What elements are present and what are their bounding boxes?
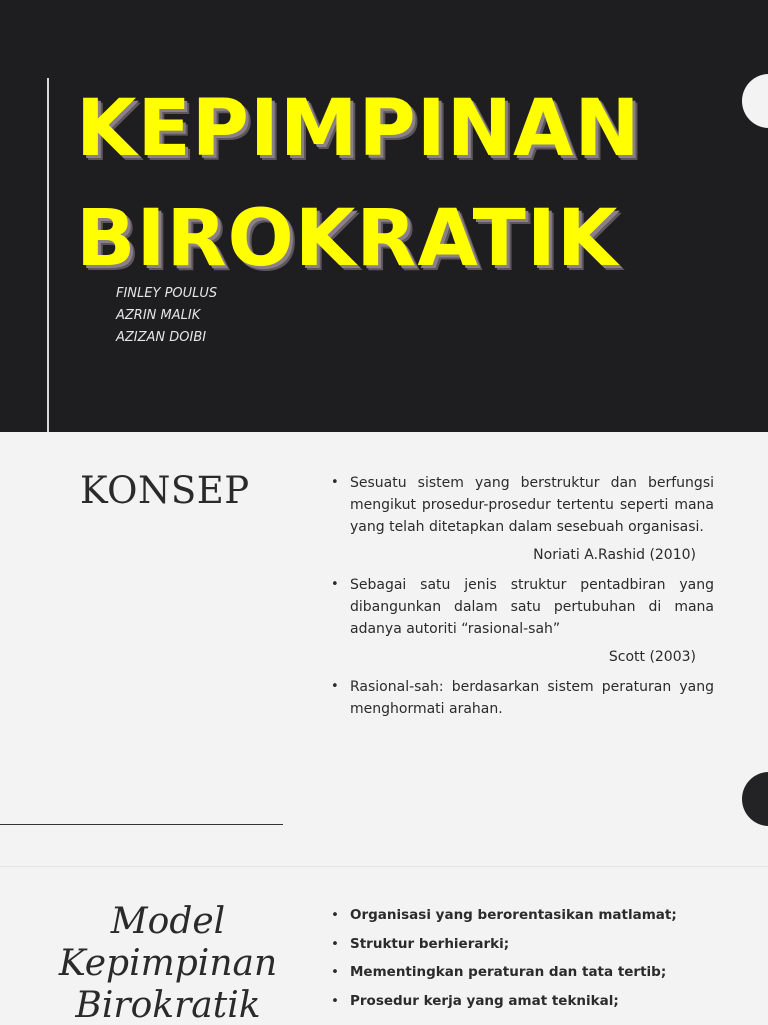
- bullet-text: Rasional-sah: berdasarkan sistem peraturan yang menghormati arahan.: [350, 679, 714, 717]
- title-line-2: BIROKRATIK: [76, 194, 619, 284]
- slide-title: [76, 74, 641, 294]
- bullet-item: [331, 574, 714, 668]
- model-heading-line: Birokratik: [75, 985, 261, 1025]
- decorative-circle: [742, 74, 768, 128]
- author-list: [116, 283, 217, 349]
- decorative-circle: [742, 772, 768, 826]
- bullet-item: [331, 676, 714, 720]
- model-heading: [0, 901, 336, 1025]
- vertical-divider-line: [47, 78, 49, 432]
- model-bullet-list: [331, 905, 731, 1019]
- konsep-heading: KONSEP: [80, 469, 250, 512]
- bullet-text: Sesuatu sistem yang berstruktur dan berfungsi mengikut prosedur-prosedur tertentu seperti mana yang telah ditetapkan dalam sesebuah organisasi.: [350, 475, 714, 535]
- bullet-item: • Mementingkan peraturan dan tata tertib;: [331, 962, 731, 982]
- bullet-item: • Organisasi yang berorentasikan matlamat;: [331, 905, 731, 925]
- author-name: AZRIN MALIK: [116, 308, 201, 323]
- title-line-1: KEPIMPINAN: [76, 84, 641, 174]
- model-heading-line: Kepimpinan: [58, 943, 278, 984]
- citation: Noriati A.Rashid (2010): [533, 547, 696, 563]
- konsep-bullet-list: [331, 472, 714, 728]
- bullet-item: • Prosedur kerja yang amat teknikal;: [331, 991, 731, 1011]
- author-name: AZIZAN DOIBI: [116, 330, 207, 345]
- title-slide: [0, 0, 768, 432]
- horizontal-divider-line: [0, 824, 283, 825]
- bullet-item: • Struktur berhierarki;: [331, 934, 731, 954]
- bullet-item: [331, 472, 714, 566]
- author-name: FINLEY POULUS: [116, 286, 218, 301]
- model-heading-line: Model: [110, 901, 226, 942]
- konsep-slide: [0, 432, 768, 864]
- citation: Scott (2003): [608, 649, 696, 665]
- bullet-text: Sebagai satu jenis struktur pentadbiran yang dibangunkan dalam satu pertubuhan di mana adanya autoriti “rasional-sah”: [350, 577, 714, 637]
- model-slide: [0, 866, 768, 1025]
